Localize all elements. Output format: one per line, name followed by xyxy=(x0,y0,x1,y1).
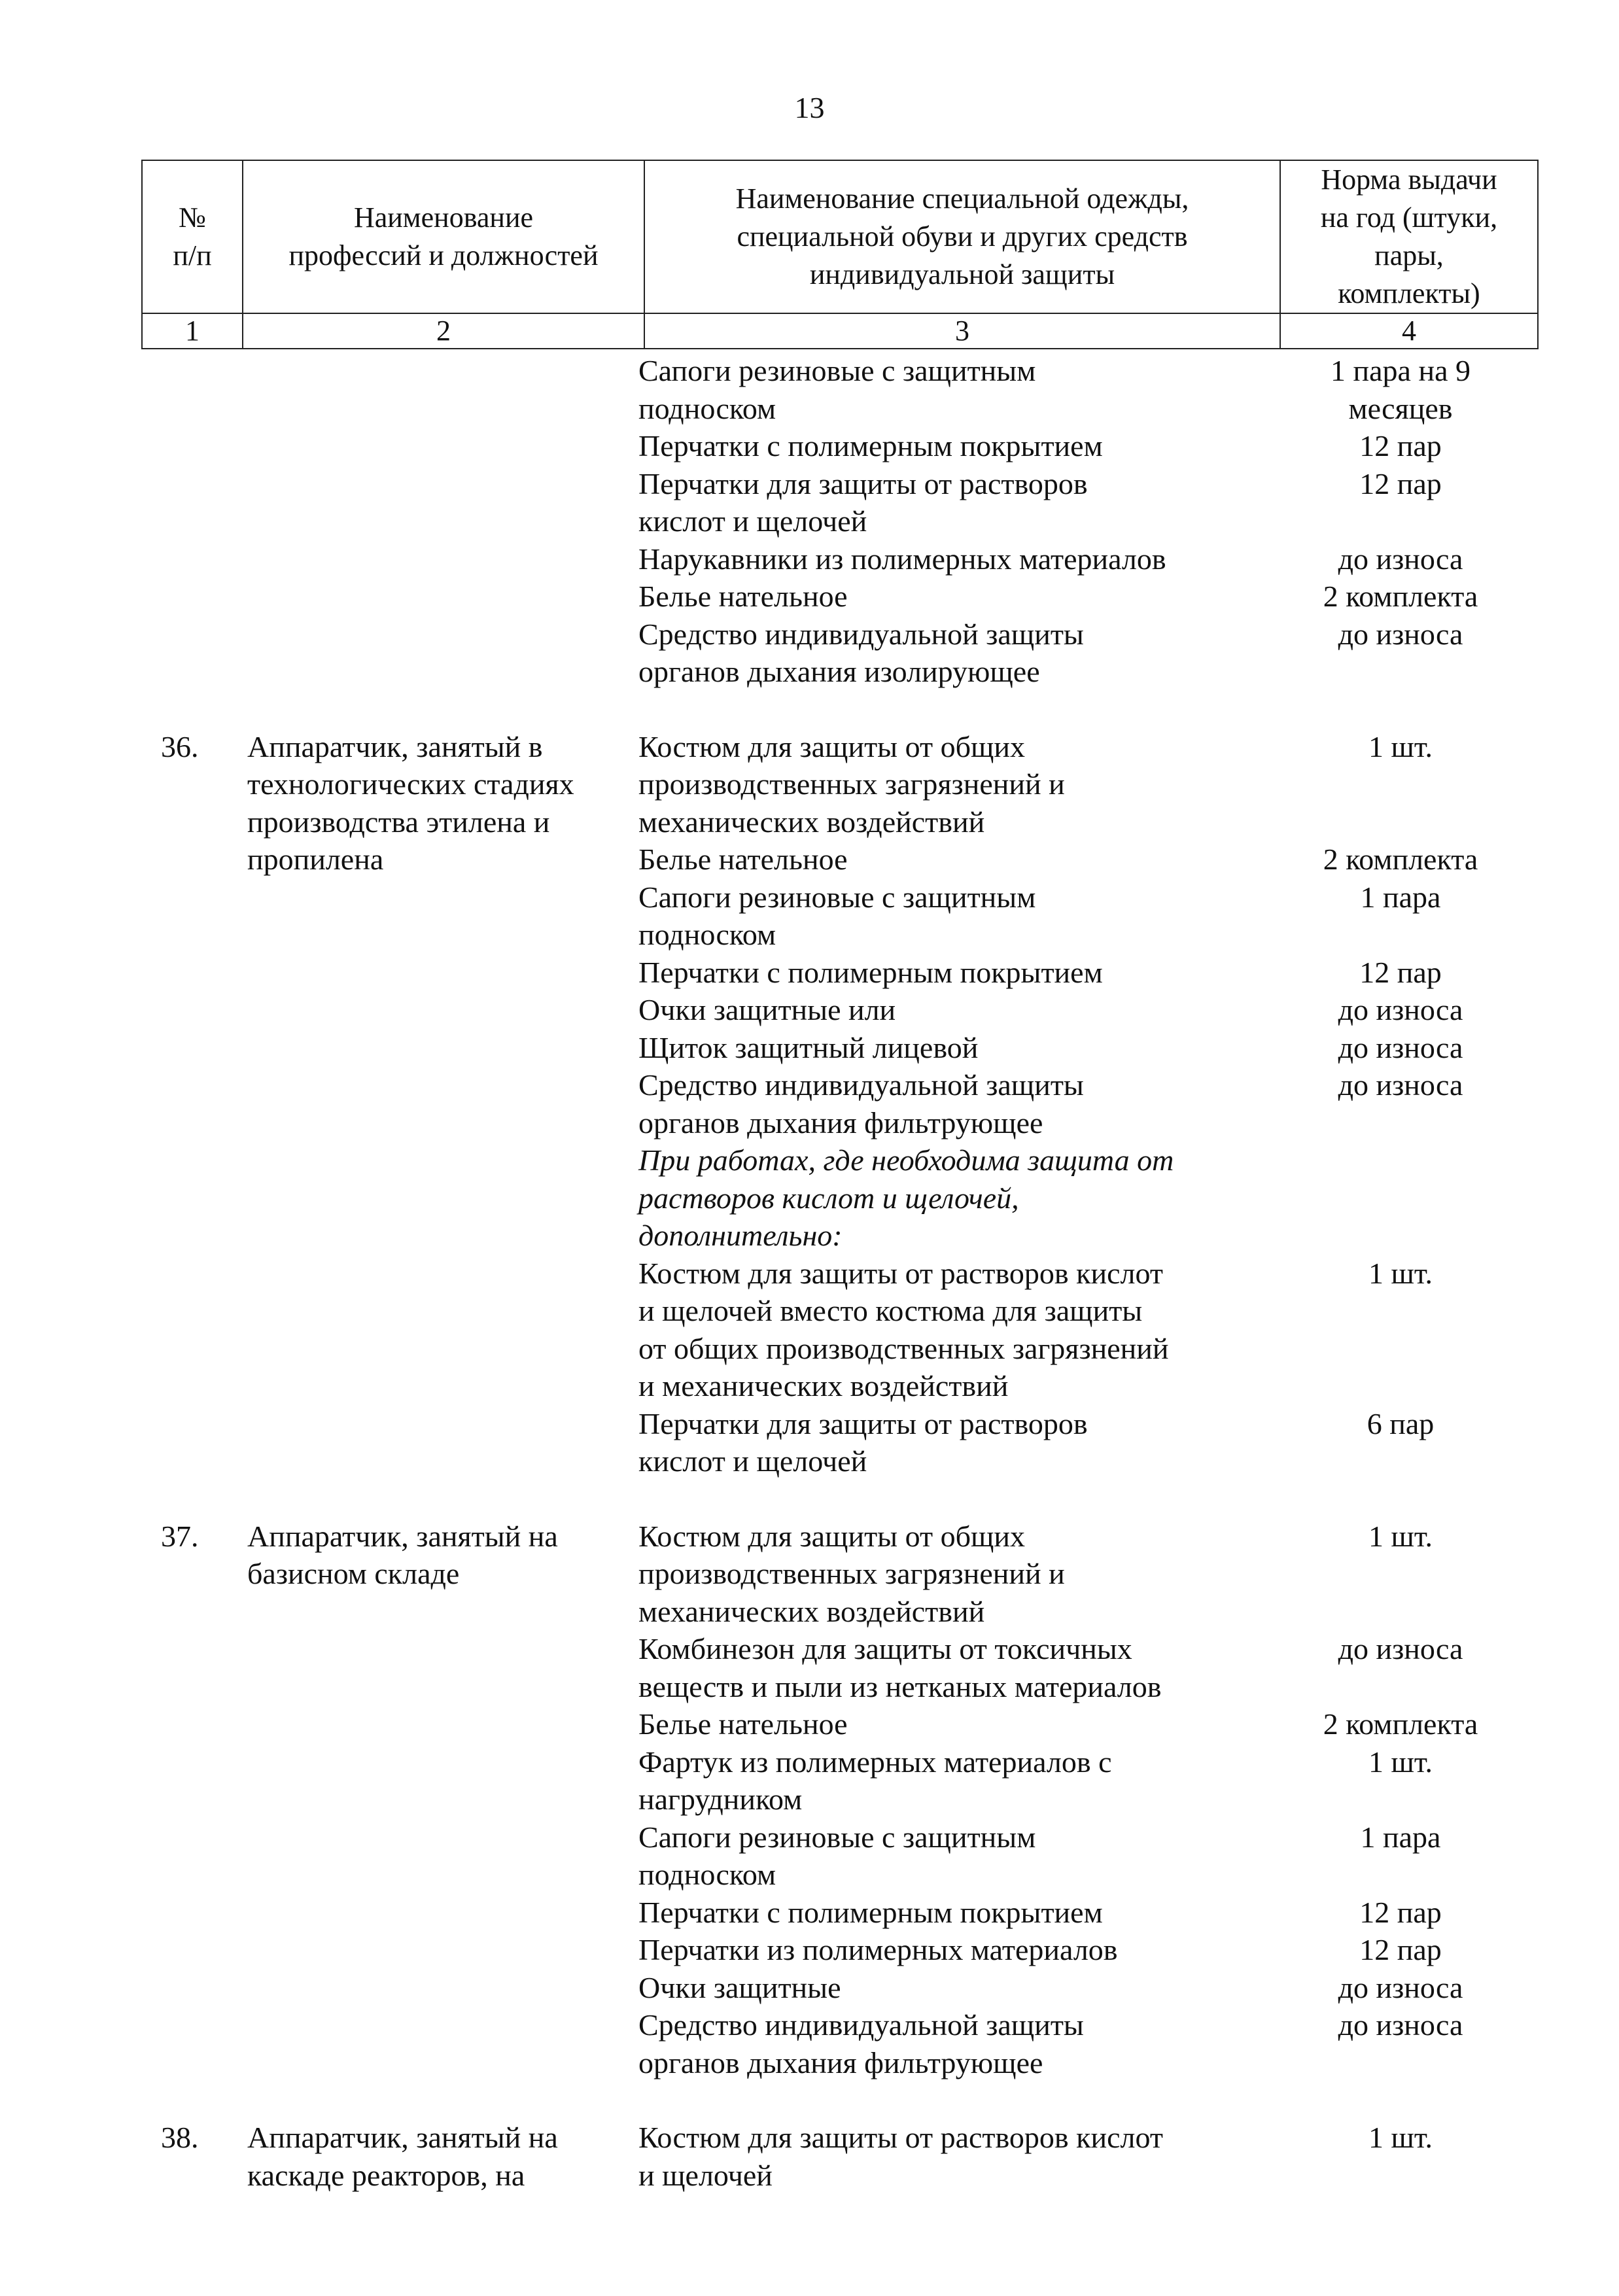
equipment-item xyxy=(638,1894,1512,1932)
equipment-name xyxy=(638,1029,1293,1067)
equipment-item xyxy=(638,1255,1512,1405)
issue-norm xyxy=(1293,616,1508,691)
issue-norm-line: до износа xyxy=(1338,1632,1463,1665)
issue-norm-line: до износа xyxy=(1338,617,1463,651)
equipment-name-line: Костюм для защиты от растворов кислот xyxy=(638,1256,1163,1290)
equipment-name-line: и щелочей вместо костюма для защиты xyxy=(638,1294,1143,1327)
page-number: 13 xyxy=(794,91,825,124)
issue-norm-line: 2 комплекта xyxy=(1323,843,1478,876)
profession-line: технологических стадиях xyxy=(247,767,574,801)
header-line: профессий и должностей xyxy=(288,239,599,271)
equipment-name-line: органов дыхания фильтрующее xyxy=(638,1105,1043,1139)
profession-line: Аппаратчик, занятый на xyxy=(247,1519,558,1553)
equipment-item xyxy=(638,2119,1512,2194)
issue-norm-line: до износа xyxy=(1338,2008,1463,2042)
header-col-profession xyxy=(243,160,644,313)
issue-norm xyxy=(1293,1066,1508,1141)
equipment-item xyxy=(638,1705,1512,1743)
equipment-item xyxy=(638,1969,1512,2007)
issue-norm xyxy=(1293,578,1508,616)
equipment-name xyxy=(638,1818,1293,1894)
equipment-name-line: Нарукавники из полимерных материалов xyxy=(638,542,1166,576)
profession-line: каскаде реакторов, на xyxy=(247,2158,525,2192)
equipment-item xyxy=(638,1818,1512,1894)
column-number-2: 2 xyxy=(243,313,644,349)
equipment-name-line: веществ и пыли из нетканых материалов xyxy=(638,1669,1162,1703)
issue-norm xyxy=(1293,1818,1508,1894)
equipment-item xyxy=(638,1066,1512,1141)
entry-number: 37. xyxy=(161,1519,199,1553)
equipment-name-line: Перчатки для защиты от растворов xyxy=(638,466,1088,500)
equipment-name-line: Средство индивидуальной защиты xyxy=(638,1068,1084,1102)
equipment-name-line: Очки защитные xyxy=(638,1970,841,2004)
equipment-name-line: механических воздействий xyxy=(638,805,985,839)
equipment-name-line: Средство индивидуальной защиты xyxy=(638,2008,1084,2042)
note-line: дополнительно: xyxy=(638,1219,843,1252)
issue-norm xyxy=(1293,1931,1508,1969)
equipment-list xyxy=(638,1518,1512,2082)
profession-name xyxy=(247,728,640,878)
equipment-name xyxy=(638,465,1293,540)
header-line: Наименование специальной одежды, xyxy=(735,183,1189,215)
equipment-item xyxy=(638,991,1512,1029)
equipment-name-line: Перчатки с полимерным покрытием xyxy=(638,1895,1103,1929)
equipment-name xyxy=(638,1255,1293,1405)
issue-norm xyxy=(1293,2119,1508,2194)
equipment-item xyxy=(638,2006,1512,2081)
header-line: № xyxy=(179,201,206,234)
equipment-name-line: от общих производственных загрязнений xyxy=(638,1331,1169,1365)
equipment-name xyxy=(638,841,1293,878)
issue-norm-line: 6 пар xyxy=(1367,1406,1435,1440)
equipment-name-line: Очки защитные или xyxy=(638,993,896,1026)
issue-norm xyxy=(1293,954,1508,992)
issue-norm-line: 12 пар xyxy=(1359,955,1442,989)
issue-norm-line: 12 пар xyxy=(1359,429,1442,462)
issue-norm-line: до износа xyxy=(1338,1030,1463,1064)
issue-norm xyxy=(1293,841,1508,878)
header-line: п/п xyxy=(173,239,212,271)
equipment-name xyxy=(638,1705,1293,1743)
issue-norm-line: 1 шт. xyxy=(1368,1256,1433,1290)
equipment-name xyxy=(638,1743,1293,1818)
equipment-list xyxy=(638,728,1512,1480)
equipment-item xyxy=(638,540,1512,578)
equipment-name-line: Белье нательное xyxy=(638,580,848,613)
column-number-1: 1 xyxy=(142,313,243,349)
equipment-name xyxy=(638,1405,1293,1480)
issue-norm xyxy=(1293,2006,1508,2081)
equipment-name-line: Перчатки для защиты от растворов xyxy=(638,1406,1088,1440)
issue-norm-line: 2 комплекта xyxy=(1323,1707,1478,1741)
profession-name xyxy=(247,1518,640,1593)
note-line: При работах, где необходима защита от xyxy=(638,1143,1174,1177)
issue-norm xyxy=(1293,1894,1508,1932)
equipment-item xyxy=(638,427,1512,465)
equipment-name-line: Костюм для защиты от растворов кислот xyxy=(638,2121,1163,2154)
equipment-name xyxy=(638,878,1293,954)
equipment-name-line: механических воздействий xyxy=(638,1594,985,1628)
issue-norm xyxy=(1293,540,1508,578)
equipment-item xyxy=(638,352,1512,427)
equipment-name xyxy=(638,540,1293,578)
equipment-item xyxy=(638,465,1512,540)
entry-row xyxy=(141,728,1512,1480)
equipment-item xyxy=(638,1931,1512,1969)
equipment-item xyxy=(638,728,1512,841)
header-col-equipment xyxy=(644,160,1280,313)
issue-norm-line: 2 комплекта xyxy=(1323,580,1478,613)
profession-line: базисном складе xyxy=(247,1557,460,1590)
equipment-name-line: подноском xyxy=(638,1858,776,1891)
issue-norm-line: до износа xyxy=(1338,1068,1463,1102)
equipment-item xyxy=(638,878,1512,954)
issue-norm-line: 1 пара xyxy=(1360,880,1441,914)
issue-norm xyxy=(1293,728,1508,841)
equipment-name-line: Сапоги резиновые с защитным xyxy=(638,880,1036,914)
equipment-name-line: Перчатки с полимерным покрытием xyxy=(638,429,1103,462)
header-line: комплекты) xyxy=(1338,277,1480,309)
issue-norm-line: месяцев xyxy=(1348,391,1453,425)
equipment-item xyxy=(638,841,1512,878)
issue-norm-line: 12 пар xyxy=(1359,466,1442,500)
equipment-name xyxy=(638,1894,1293,1932)
equipment-name-line: Перчатки с полимерным покрытием xyxy=(638,955,1103,989)
header-line: специальной обуви и других средств xyxy=(737,220,1188,252)
issue-norm xyxy=(1293,1743,1508,1818)
equipment-name-line: Фартук из полимерных материалов с xyxy=(638,1745,1112,1779)
issue-norm xyxy=(1293,1630,1508,1705)
issue-norm xyxy=(1293,1255,1508,1405)
issue-norm-line: до износа xyxy=(1338,1970,1463,2004)
equipment-name xyxy=(638,427,1293,465)
header-line: Наименование xyxy=(353,201,534,234)
equipment-item xyxy=(638,954,1512,992)
equipment-name xyxy=(638,352,1293,427)
equipment-name xyxy=(638,578,1293,616)
issue-norm xyxy=(1293,991,1508,1029)
profession-line: Аппаратчик, занятый на xyxy=(247,2121,558,2154)
equipment-name-line: Перчатки из полимерных материалов xyxy=(638,1933,1118,1966)
issue-norm xyxy=(1293,465,1508,540)
table-body xyxy=(141,352,1512,2194)
equipment-name-line: подноском xyxy=(638,391,776,425)
entry-row xyxy=(141,2119,1512,2194)
equipment-name-line: кислот и щелочей xyxy=(638,504,867,538)
equipment-item xyxy=(638,1743,1512,1818)
equipment-item xyxy=(638,616,1512,691)
equipment-name-line: и щелочей xyxy=(638,2158,773,2192)
equipment-name-line: Костюм для защиты от общих xyxy=(638,1519,1026,1553)
equipment-name-line: Сапоги резиновые с защитным xyxy=(638,1820,1036,1854)
issue-norm-line: 1 шт. xyxy=(1368,2121,1433,2154)
issue-norm-line: 1 пара на 9 xyxy=(1331,354,1471,387)
equipment-item xyxy=(638,1630,1512,1705)
equipment-name xyxy=(638,2006,1293,2081)
equipment-name-line: органов дыхания фильтрующее xyxy=(638,2045,1043,2079)
entry-row xyxy=(141,1518,1512,2082)
equipment-name xyxy=(638,1931,1293,1969)
header-line: индивидуальной защиты xyxy=(809,258,1115,290)
equipment-name-line: Средство индивидуальной защиты xyxy=(638,617,1084,651)
header-line: на год (штуки, xyxy=(1320,201,1498,234)
equipment-item xyxy=(638,578,1512,616)
entry-number: 38. xyxy=(161,2121,199,2154)
header-col-norm xyxy=(1280,160,1538,313)
profession-name xyxy=(247,2119,640,2194)
equipment-name-line: производственных загрязнений и xyxy=(638,767,1065,801)
issue-norm xyxy=(1293,1518,1508,1631)
equipment-name-line: Белье нательное xyxy=(638,1707,848,1741)
equipment-name xyxy=(638,1066,1293,1141)
issue-norm xyxy=(1293,352,1508,427)
header-col-number xyxy=(142,160,243,313)
equipment-name-line: производственных загрязнений и xyxy=(638,1557,1065,1590)
equipment-item xyxy=(638,1029,1512,1067)
equipment-name xyxy=(638,954,1293,992)
equipment-name-line: нагрудником xyxy=(638,1783,803,1816)
equipment-name-line: Белье нательное xyxy=(638,843,848,876)
equipment-item xyxy=(638,1518,1512,1631)
issue-norm-line: до износа xyxy=(1338,542,1463,576)
issue-norm-line: 1 пара xyxy=(1360,1820,1441,1854)
profession-line: пропилена xyxy=(247,843,384,876)
header-line: пары, xyxy=(1374,239,1444,271)
issue-norm-line: до износа xyxy=(1338,993,1463,1026)
equipment-name-line: и механических воздействий xyxy=(638,1369,1009,1402)
issue-norm xyxy=(1293,1969,1508,2007)
entry-number: 36. xyxy=(161,729,199,763)
equipment-name xyxy=(638,991,1293,1029)
equipment-name xyxy=(638,728,1293,841)
conditional-note xyxy=(638,1141,1293,1255)
equipment-name-line: Щиток защитный лицевой xyxy=(638,1030,979,1064)
equipment-name xyxy=(638,1518,1293,1631)
equipment-list xyxy=(638,352,1512,691)
issue-norm-line: 1 шт. xyxy=(1368,729,1433,763)
header-line: Норма выдачи xyxy=(1321,164,1497,196)
profession-line: производства этилена и xyxy=(247,805,550,839)
equipment-name xyxy=(638,2119,1293,2194)
issue-norm xyxy=(1293,427,1508,465)
equipment-item xyxy=(638,1405,1512,1480)
equipment-list xyxy=(638,2119,1512,2194)
issue-norm-line: 1 шт. xyxy=(1368,1745,1433,1779)
profession-line: Аппаратчик, занятый в xyxy=(247,729,543,763)
entry-row xyxy=(141,352,1512,691)
issue-norm xyxy=(1293,878,1508,954)
equipment-name xyxy=(638,1630,1293,1705)
equipment-name-line: Сапоги резиновые с защитным xyxy=(638,354,1036,387)
equipment-name-line: Костюм для защиты от общих xyxy=(638,729,1026,763)
table-header xyxy=(141,160,1539,349)
issue-norm-line: 1 шт. xyxy=(1368,1519,1433,1553)
equipment-name xyxy=(638,1969,1293,2007)
equipment-name-line: кислот и щелочей xyxy=(638,1444,867,1478)
column-number-3: 3 xyxy=(644,313,1280,349)
issue-norm-line: 12 пар xyxy=(1359,1933,1442,1966)
note-line: растворов кислот и щелочей, xyxy=(638,1181,1019,1215)
column-number-4: 4 xyxy=(1280,313,1538,349)
issue-norm xyxy=(1293,1405,1508,1480)
issue-norm-line: 12 пар xyxy=(1359,1895,1442,1929)
equipment-name-line: органов дыхания изолирующее xyxy=(638,655,1040,688)
equipment-name-line: подноском xyxy=(638,918,776,951)
issue-norm xyxy=(1293,1029,1508,1067)
equipment-name-line: Комбинезон для защиты от токсичных xyxy=(638,1632,1132,1665)
issue-norm xyxy=(1293,1705,1508,1743)
equipment-name xyxy=(638,616,1293,691)
